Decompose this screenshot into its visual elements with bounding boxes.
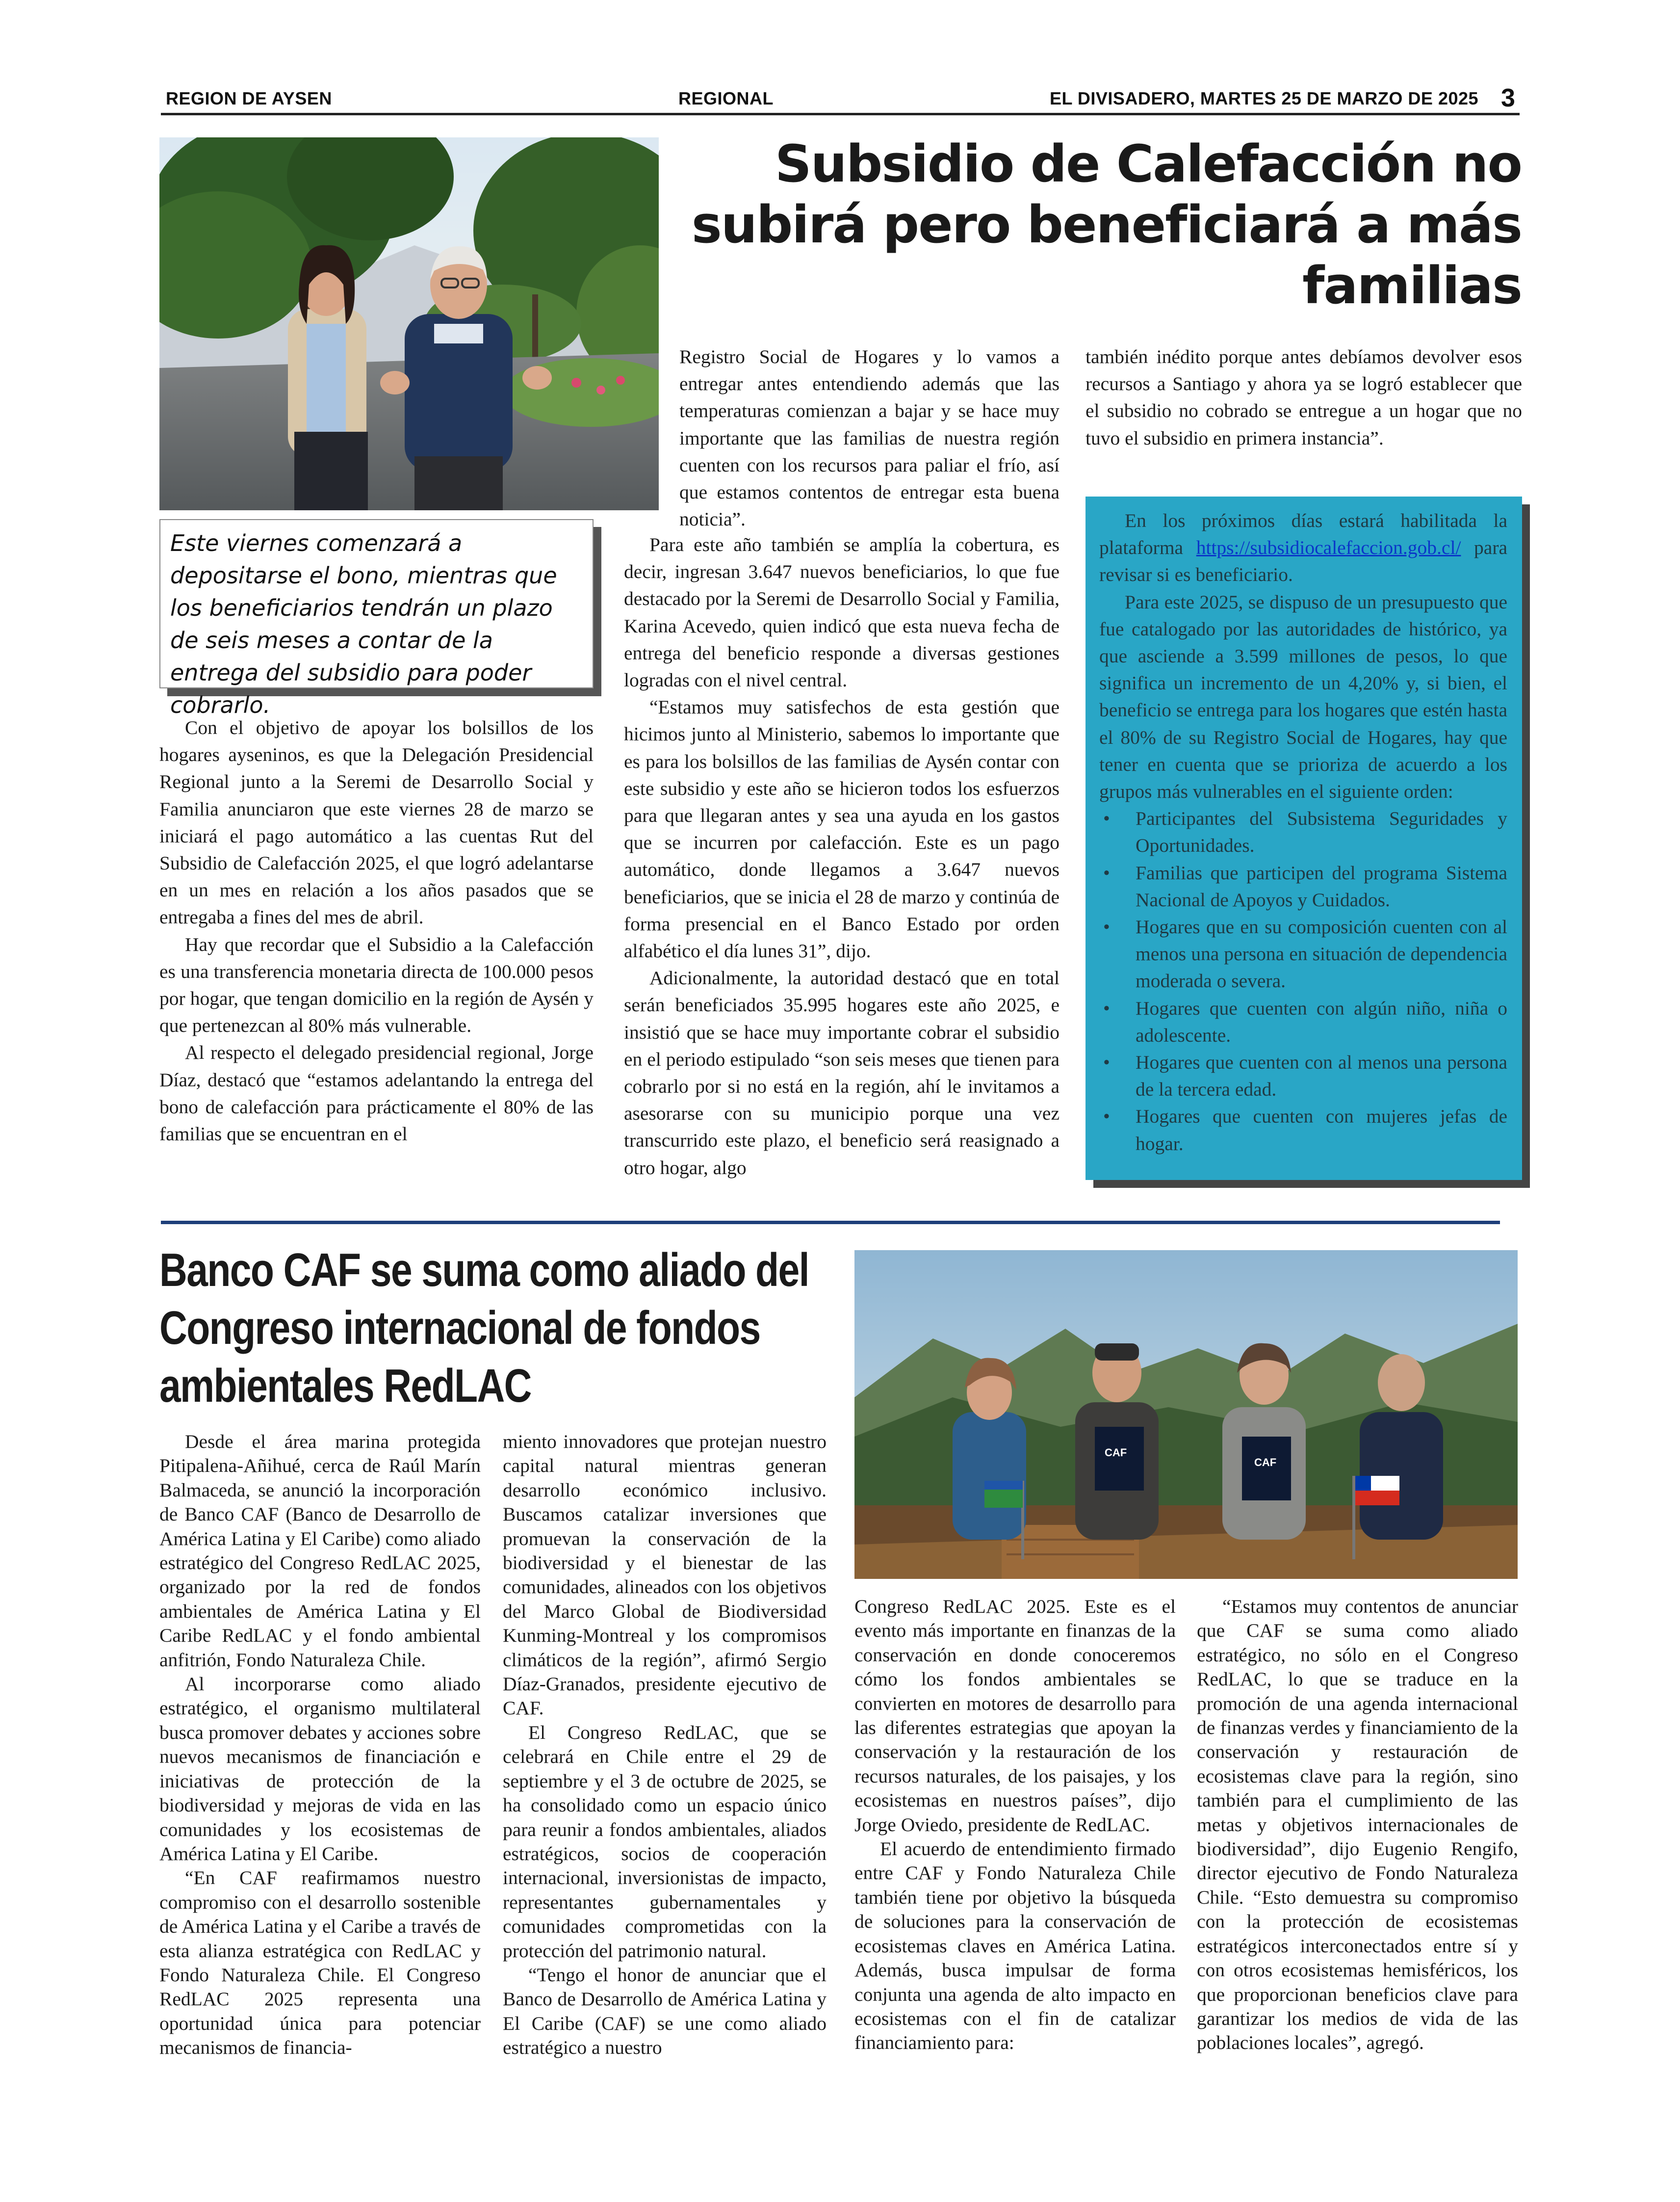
paragraph: “Estamos muy satisfechos de esta gestión que hicimos junto al Ministerio, sabemos lo importante que es para los bolsillos de las familias de Aysén contar con este subsidio y este año se hicieron todos los esfuerzos para que llegaran antes y sea una ayuda en los gastos que se incurren por calefacción. Este es un pago automático, donde llegamos a 3.647 nuevos beneficiarios, que se inicia el 28 de marzo y continúa de forma presencial en el Banco Estado por orden alfabético el día lunes 31”, dijo.	[624, 696, 1060, 962]
headline-line: Banco CAF se suma como aliado del	[159, 1244, 809, 1296]
article2-photo	[854, 1250, 1518, 1579]
article2-column-1	[159, 1430, 481, 2060]
edition-date: EL DIVISADERO, MARTES 25 DE MARZO DE 2025	[1050, 88, 1479, 108]
paragraph: Hay que recordar que el Subsidio a la Calefacción es una transferencia monetaria directa de 100.000 pesos por hogar, que tengan domicilio en la región de Aysén y que pertenezcan al 80% más vulnerable.	[159, 933, 594, 1037]
paragraph: Al respecto el delegado presidencial regional, Jorge Díaz, destacó que “estamos adelantando la entrega del bono de calefacción para prácticamente el 80% de las familias que se encuentran en el	[159, 1042, 594, 1145]
list-item: • Familias que participen del programa Sistema Nacional de Apoyos y Cuidados.	[1103, 862, 1507, 911]
box-paragraph: Para este 2025, se dispuso de un presupuesto que fue catalogado por las autoridades de histórico, ya que asciende a 3.599 millones de pesos, lo que significa un incremento de un 4,20% y, si bien, el beneficio se entrega para los hogares que estén hasta el 80% de su Registro Social de Hogares, hay que tener en cuenta que se prioriza de acuerdo a los grupos más vulnerables en el siguiente orden:	[1099, 591, 1507, 803]
list-item: • Hogares que cuenten con al menos una persona de la tercera edad.	[1103, 1051, 1507, 1101]
priority-list	[1099, 805, 1507, 1157]
paragraph: “Tengo el honor de anunciar que el Banco de Desarrollo de América Latina y El Caribe (CAF) se une como aliado estratégico a nuestro	[503, 1964, 827, 2059]
paragraph: “Estamos muy contentos de anunciar que CAF se suma como aliado estratégico, no sólo en el Congreso RedLAC, lo que se traduce en la promoción de una agenda internacional de finanzas verdes y financiamiento de la conservación y restauración de ecosistemas clave para la región, sino también para el cumplimiento de las metas y objetivos internacionales de biodiversidad”, dijo Eugenio Rengifo, director ejecutivo de Fondo Naturaleza Chile. “Esto demuestra su compromiso con la protección de ecosistemas estratégicos interconectados entre sí y con otros ecosistemas hemisféricos, los que proporcionan beneficios clave para garantizar los medios de vida de las poblaciones locales”, agregó.	[1197, 1596, 1518, 2054]
paragraph: El Congreso RedLAC, que se celebrará en Chile entre el 29 de septiembre y el 3 de octubre de 2025, se ha consolidado como un espacio único para reunir a fondos ambientales, aliados estratégicos, socios de cooperación internacional, inversionistas de impacto, representantes gubernamentales y comunidades comprometidas con la protección del patrimonio natural.	[503, 1721, 827, 1962]
article1-column-2	[624, 531, 1060, 1181]
list-item: • Hogares que cuenten con algún niño, niña o adolescente.	[1103, 997, 1507, 1046]
article2-column-3	[854, 1595, 1176, 2055]
headline-line: Subsidio de Calefacción no	[775, 134, 1522, 194]
paragraph: Adicionalmente, la autoridad destacó que en total serán beneficiados 35.995 hogares este año 2025, e insistió que se hace muy importante cobrar el subsidio en el periodo estipulado “son seis meses que tienen para cobrarlo por si no está en la región, ahí le invitamos a asesorarse con su municipio porque una vez transcurrido este plazo, el beneficio será reasignado a otro hogar, algo	[624, 967, 1060, 1179]
article1-photo-image	[159, 137, 659, 510]
paragraph: Al incorporarse como aliado estratégico, el organismo multilateral busca promover debates y acciones sobre nuevos mecanismos de financiación e iniciativas de protección de la biodiversidad y mejoras de vida en las comunidades y los ecosistemas de América Latina y El Caribe.	[159, 1673, 481, 1864]
article2-headline	[159, 1241, 843, 1415]
list-item: • Hogares que cuenten con mujeres jefas de hogar.	[1103, 1105, 1507, 1154]
header-rule	[161, 113, 1520, 115]
list-item: • Hogares que en su composición cuenten con al menos una persona en situación de dependencia moderada o severa.	[1103, 916, 1507, 992]
headline-line: Congreso internacional de fondos	[159, 1302, 760, 1354]
paragraph: Congreso RedLAC 2025. Este es el evento más importante en finanzas de la conservación en donde conoceremos cómo los fondos ambientales se convierten en motores de desarrollo para las diferentes estrategias que apoyan la conservación y la restauración de los recursos naturales, de los paisajes, y los ecosistemas en nuestros países”, dijo Jorge Oviedo, presidente de RedLAC.	[854, 1596, 1176, 1835]
article1-headline	[652, 133, 1522, 316]
paragraph: “En CAF reafirmamos nuestro compromiso con el desarrollo sostenible de América Latina y el Caribe a través de esta alianza estratégica con RedLAC y Fondo Naturaleza Chile. El Congreso RedLAC 2025 representa una oportunidad única para potenciar mecanismos de financia-	[159, 1867, 481, 2059]
section-category: REGIONAL	[678, 88, 774, 108]
article2-column-4	[1197, 1595, 1518, 2055]
subsidy-website-link[interactable]: https://subsidiocalefaccion.gob.cl/	[1196, 537, 1461, 559]
paragraph: también inédito porque antes debíamos devolver esos recursos a Santiago y ahora ya se logró establecer que el subsidio no cobrado se entregue a un hogar que no tuvo el subsidio en primera instancia”.	[1086, 346, 1522, 449]
paragraph: Desde el área marina protegida Pitipalena-Añihué, cerca de Raúl Marín Balmaceda, se anunció la incorporación de Banco CAF (Banco de Desarrollo de América Latina y El Caribe) como aliado estratégico del Congreso RedLAC 2025, organizado por la red de fondos ambientales de América Latina y El Caribe RedLAC y el fondo ambiental anfitrión, Fondo Naturaleza Chile.	[159, 1431, 481, 1671]
list-item: • Participantes del Subsistema Seguridades y Oportunidades.	[1103, 808, 1507, 857]
paragraph: Para este año también se amplía la cobertura, es decir, ingresan 3.647 nuevos beneficiarios, lo que fue destacado por la Seremi de Desarrollo Social y Familia, Karina Acevedo, quien indicó que esta nueva fecha de entrega del beneficio responde a diversas gestiones logradas con el nivel central.	[624, 534, 1060, 691]
info-box	[1086, 497, 1522, 1180]
paragraph: Registro Social de Hogares y lo vamos a entregar antes entendiendo además que las temperaturas comienzan a bajar y se hace muy importante que las familias de nuestra región cuenten con los recursos para paliar el frío, así que estamos contentos de entregar esta buena noticia”.	[679, 346, 1060, 530]
article1-caption: Este viernes comenzará a depositarse el bono, mientras que los beneficiarios tendrán un plazo de seis meses a contar de la entrega del subsidio para poder cobrarlo.	[159, 519, 594, 688]
article-divider	[161, 1221, 1500, 1224]
section-label: REGION DE AYSEN	[166, 88, 332, 108]
caf-folder-label: CAF	[1254, 1456, 1277, 1468]
paragraph: miento innovadores que protejan nuestro capital natural mientras generan desarrollo económico inclusivo. Buscamos catalizar inversiones que promuevan la conservación de la biodiversidad y el bienestar de las comunidades, alineados con los objetivos del Marco Global de Biodiversidad Kunming-Montreal y los compromisos climáticos de la región”, afirmó Sergio Díaz-Granados, presidente ejecutivo de CAF.	[503, 1431, 827, 1719]
article2-photo-image	[854, 1250, 1518, 1579]
page-number: 3	[1501, 84, 1516, 112]
paragraph: El acuerdo de entendimiento firmado entre CAF y Fondo Naturaleza Chile también tiene por objetivo la búsqueda de soluciones para la conservación de ecosistemas claves en América Latina. Además, busca impulsar de forma conjunta una agenda de alto impacto en ecosistemas con el fin de catalizar financiamiento para:	[854, 1838, 1176, 2054]
article1-column-2-top	[679, 343, 1060, 533]
box-paragraph: En los próximos días estará habilitada la plataforma https://subsidiocalefaccion.gob.cl/ para revisar si es beneficiario.	[1099, 510, 1508, 586]
caf-folder-label: CAF	[1105, 1446, 1127, 1459]
headline-line: subirá pero beneficiará a más	[691, 195, 1522, 255]
headline-line: ambientales RedLAC	[159, 1360, 531, 1412]
article1-photo	[159, 137, 659, 510]
paragraph: Con el objetivo de apoyar los bolsillos de los hogares ayseninos, es que la Delegación Presidencial Regional junto a la Seremi de Desarrollo Social y Familia anunciaron que este viernes 28 de marzo se iniciará el pago automático a las cuentas Rut del Subsidio de Calefacción 2025, el que logró adelantarse en un mes en relación a los años pasados que se entregaba a fines del mes de abril.	[159, 717, 594, 928]
article1-column-1	[159, 714, 594, 1148]
article1-column-3-top	[1086, 343, 1522, 452]
headline-line: familias	[1302, 256, 1522, 315]
article2-column-2	[503, 1430, 827, 2060]
